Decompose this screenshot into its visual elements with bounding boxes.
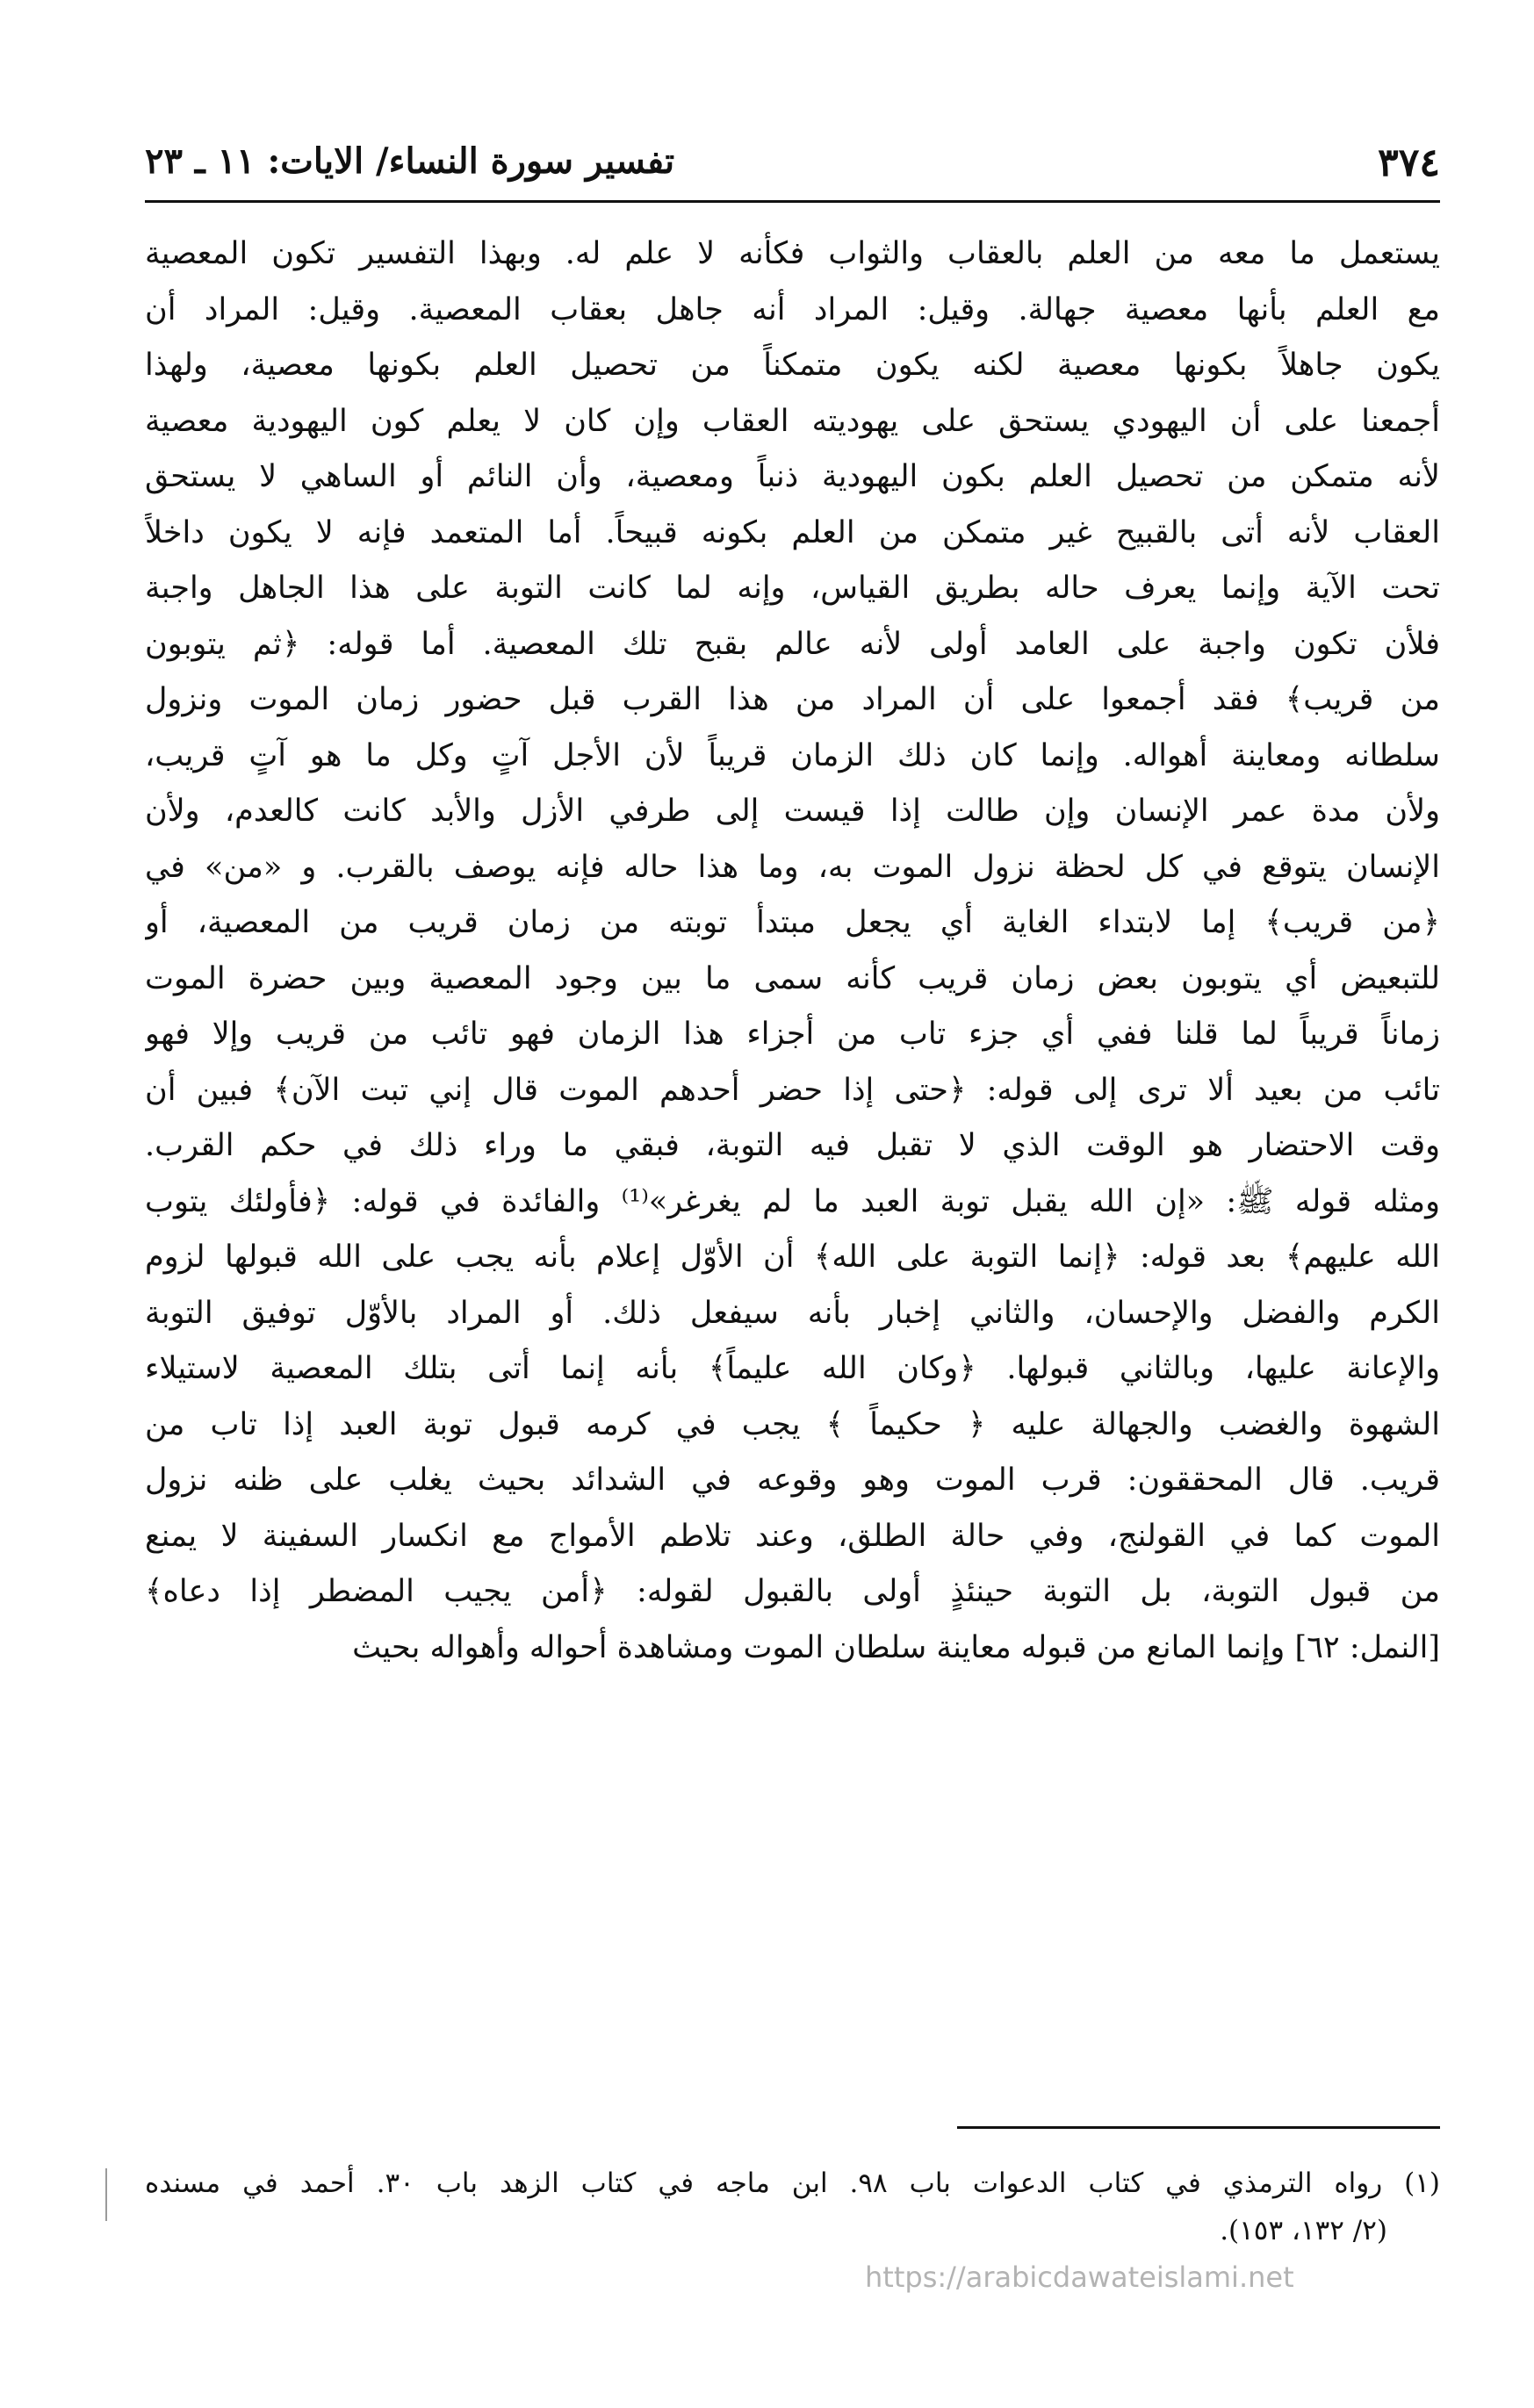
body-line: سلطانه ومعاينة أهواله. وإنما كان ذلك الزمان قريباً لأن الأجل آتٍ وكل ما هو آتٍ قريب، [145, 737, 1440, 773]
page-header [145, 140, 1440, 193]
watermark: https://arabicdawateislami.net [865, 2261, 1294, 2294]
body-line: العقاب لأنه أتى بالقبيح غير متمكن من العلم بكونه قبيحاً. أما المتعمد فإنه لا يكون داخلاً [145, 514, 1440, 550]
body-line: ولأن مدة عمر الإنسان وإن طالت إذا قيست إلى طرفي الأزل والأبد كانت كالعدم، ولأن [145, 794, 1440, 829]
body-line: فلأن تكون واجبة على العامد أولى لأنه عالم بقبح تلك المعصية. أما قوله: ﴿ثم يتوبون [145, 626, 1440, 662]
body-line: الإنسان يتوقع في كل لحظة نزول الموت به، وما هذا حاله فإنه يوصف بالقرب. و «من» في [145, 849, 1440, 885]
body-line: ﴿من قريب﴾ إما لابتداء الغاية أي يجعل مبتدأ توبته من زمان قريب من المعصية، أو [145, 905, 1440, 940]
body-line: يكون جاهلاً بكونها معصية لكنه يكون متمكناً من تحصيل العلم بكونها معصية، ولهذا [145, 348, 1440, 383]
footnote-line: (١) رواه الترمذي في كتاب الدعوات باب ٩٨. ابن ماجه في كتاب الزهد باب ٣٠. أحمد في مسنده [145, 2167, 1440, 2199]
footnotes [145, 2160, 1440, 2254]
body-line: من قبول التوبة، بل التوبة حينئذٍ أولى بالقبول لقوله: ﴿أمن يجيب المضطر إذا دعاه﴾ [145, 1574, 1440, 1609]
body-line: مع العلم بأنها معصية جهالة. وقيل: المراد أنه جاهل بعقاب المعصية. وقيل: المراد أن [145, 291, 1440, 327]
body-line: أجمعنا على أن اليهودي يستحق على يهوديته العقاب وإن كان لا يعلم كون اليهودية معصية [145, 403, 1440, 439]
body-line: وقت الاحتضار هو الوقت الذي لا تقبل فيه التوبة، فبقي ما وراء ذلك في حكم القرب. [145, 1128, 1440, 1163]
body-line: لأنه متمكن من تحصيل العلم بكون اليهودية ذنباً ومعصية، وأن النائم أو الساهي لا يستحق [145, 459, 1440, 494]
body-line: الله عليهم﴾ بعد قوله: ﴿إنما التوبة على الله﴾ أن الأوّل إعلام بأنه يجب على الله قبولها لزوم [145, 1240, 1440, 1275]
body-line: تائب من بعيد ألا ترى إلى قوله: ﴿حتى إذا حضر أحدهم الموت قال إني تبت الآن﴾ فبين أن [145, 1072, 1440, 1108]
body-line: [النمل: ٦٢] وإنما المانع من قبوله معاينة سلطان الموت ومشاهدة أحواله وأهواله بحيث [352, 1629, 1440, 1665]
body-line: والإعانة عليها، وبالثاني قبولها. ﴿وكان الله عليماً﴾ بأنه إنما أتى بتلك المعصية لاستيلاء [145, 1351, 1440, 1386]
body-line: قريب. قال المحققون: قرب الموت وهو وقوعه في الشدائد بحيث يغلب على ظنه نزول [145, 1463, 1440, 1498]
body-line: ومثله قوله ﷺ: «إن الله يقبل توبة العبد ما لم يغرغر»⁽¹⁾ والفائدة في قوله: ﴿فأولئك يتوب [145, 1183, 1440, 1219]
body-line: الموت كما في القولنج، وفي حالة الطلق، وعند تلاطم الأمواج مع انكسار السفينة لا يمنع [145, 1518, 1440, 1554]
header-rule [145, 200, 1440, 203]
body-line: زماناً قريباً لما قلنا ففي أي جزء تاب من أجزاء هذا الزمان فهو تائب من قريب وإلا فهو [145, 1017, 1440, 1052]
footnote-line: (٢/ ١٣٢، ١٥٣). [1220, 2215, 1387, 2246]
margin-mark [105, 2168, 107, 2221]
body-line: الشهوة والغضب والجهالة عليه ﴿ حكيماً ﴾ يجب في كرمه قبول توبة العبد إذا تاب من [145, 1406, 1440, 1442]
body-line: الكرم والفضل والإحسان، والثاني إخبار بأنه سيفعل ذلك. أو المراد بالأوّل توفيق التوبة [145, 1295, 1440, 1331]
body-text [145, 226, 1440, 1676]
page-number: ٣٧٤ [1378, 140, 1440, 185]
body-line: من قريب﴾ فقد أجمعوا على أن المراد من هذا القرب قبل حضور زمان الموت ونزول [145, 682, 1440, 717]
body-line: للتبعيض أي يتوبون بعض زمان قريب كأنه سمى ما بين وجود المعصية وبين حضرة الموت [145, 960, 1440, 996]
footnote-rule [957, 2126, 1440, 2129]
running-title: تفسير سورة النساء/ الايات: ١١ ـ ٢٣ [145, 140, 675, 182]
body-line: يستعمل ما معه من العلم بالعقاب والثواب فكأنه لا علم له. وبهذا التفسير تكون المعصية [145, 236, 1440, 271]
body-line: تحت الآية وإنما يعرف حاله بطريق القياس، وإنه لما كانت التوبة على هذا الجاهل واجبة [145, 571, 1440, 606]
